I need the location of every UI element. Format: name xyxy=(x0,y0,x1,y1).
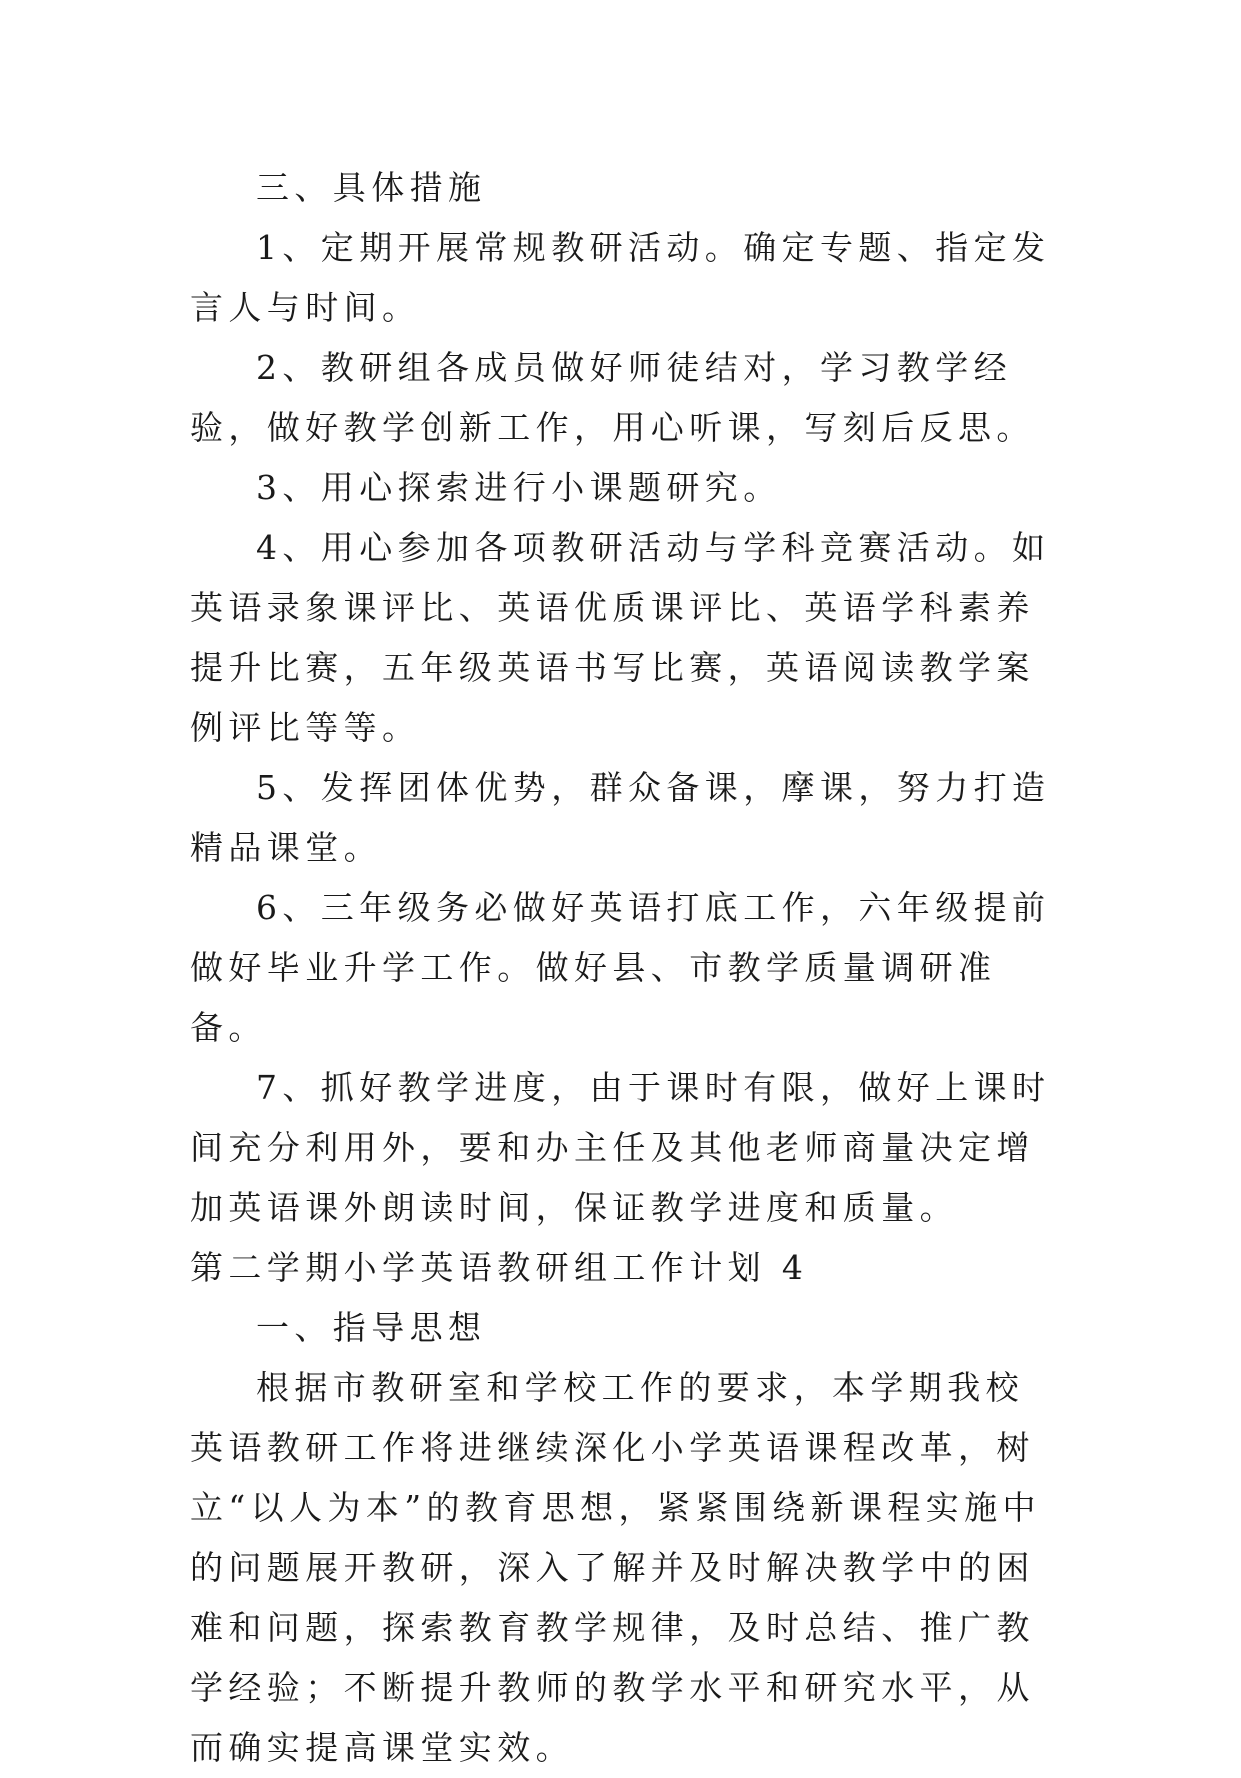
measure-item-3: 3、用心探索进行小课题研究。 xyxy=(256,468,782,507)
measure-item-7: 7、抓好教学进度，由于课时有限，做好上课时间充分利用外，要和办主任及其他老师商量决定增加英语课外朗读时间，保证教学进度和质量。 xyxy=(190,1068,1051,1227)
measure-item-4: 4、用心参加各项教研活动与学科竞赛活动。如英语录象课评比、英语优质课评比、英语学科素养提升比赛，五年级英语书写比赛，英语阅读教学案例评比等等。 xyxy=(190,528,1051,747)
guiding-thought-paragraph: 根据市教研室和学校工作的要求，本学期我校英语教研工作将进继续深化小学英语课程改革，树立“以人为本”的教育思想，紧紧围绕新课程实施中的问题展开教研，深入了解并及时解决教学中的困难和问题，探索教育教学规律，及时总结、推广教学经验；不断提升教师的教学水平和研究水平，从而确实提高课堂实效。 xyxy=(190,1368,1041,1767)
document-page xyxy=(190,158,1060,1778)
measure-item-6: 6、三年级务必做好英语打底工作，六年级提前做好毕业升学工作。做好县、市教学质量调研准备。 xyxy=(190,888,1051,1047)
heading-guiding-thought: 一、指导思想 xyxy=(256,1308,487,1347)
measure-item-2: 2、教研组各成员做好师徒结对，学习教学经验，做好教学创新工作，用心听课，写刻后反思。 xyxy=(190,348,1035,447)
measure-item-1: 1、定期开展常规教研活动。确定专题、指定发言人与时间。 xyxy=(190,228,1051,327)
heading-specific-measures: 三、具体措施 xyxy=(256,168,487,207)
section-title: 第二学期小学英语教研组工作计划 4 xyxy=(190,1248,809,1287)
measure-item-5: 5、发挥团体优势，群众备课，摩课，努力打造精品课堂。 xyxy=(190,768,1051,867)
